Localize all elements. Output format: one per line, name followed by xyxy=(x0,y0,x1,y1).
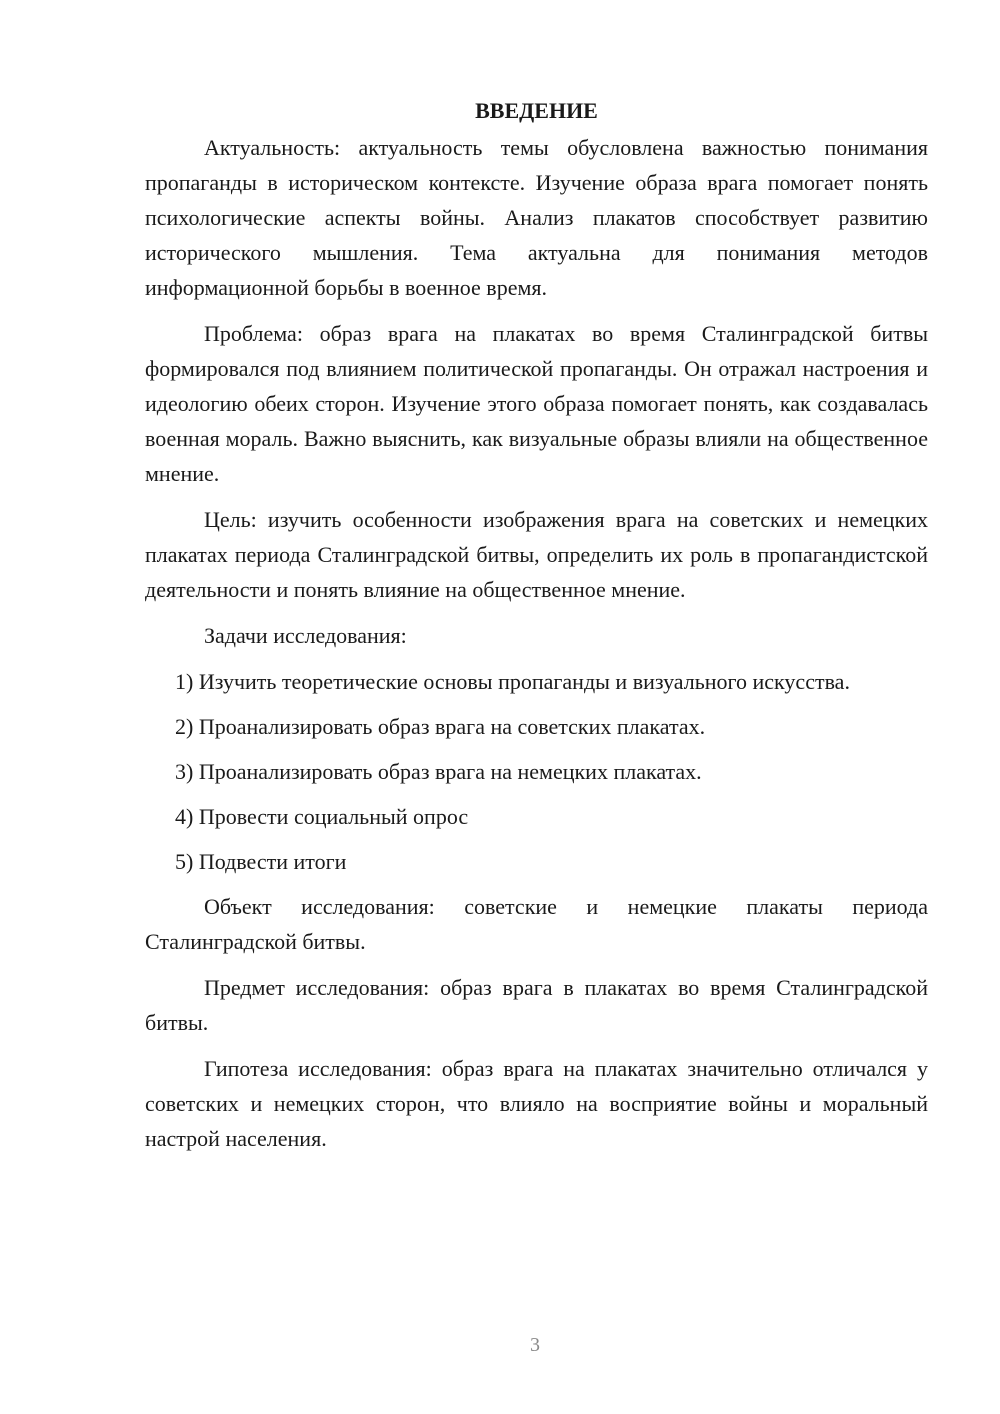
tasks-heading: Задачи исследования: xyxy=(204,623,407,648)
page-number: 3 xyxy=(530,1334,540,1356)
object-paragraph: Объект исследования: советские и немецкие плакаты периода Сталинградской битвы. xyxy=(145,894,928,954)
task-item-4: 4) Провести социальный опрос xyxy=(175,804,469,829)
goal-paragraph: Цель: изучить особенности изображения врага на советских и немецких плакатах периода Сталинградской битвы, определить их роль в пропагандистской деятельности и понять влияние на общественное мнение. xyxy=(145,507,928,602)
problem-paragraph: Проблема: образ врага на плакатах во время Сталинградской битвы формировался под влиянием политической пропаганды. Он отражал настроения и идеологию обеих сторон. Изучение этого образа помогает понять, как создавалась военная мораль. Важно выяснить, как визуальные образы влияли на общественное мнение. xyxy=(145,321,928,486)
document-page xyxy=(145,96,928,1156)
page-title: ВВЕДЕНИЕ xyxy=(475,98,598,123)
task-item-3: 3) Проанализировать образ врага на немецких плакатах. xyxy=(175,759,702,784)
relevance-paragraph: Актуальность: актуальность темы обусловлена важностью понимания пропаганды в историческом контексте. Изучение образа врага помогает понять психологические аспекты войны. Анализ плакатов способствует развитию исторического мышления. Тема актуальна для понимания методов информационной борьбы в военное время. xyxy=(145,135,928,300)
subject-paragraph: Предмет исследования: образ врага в плакатах во время Сталинградской битвы. xyxy=(145,975,928,1035)
task-item-5: 5) Подвести итоги xyxy=(175,849,347,874)
task-item-1: 1) Изучить теоретические основы пропаганды и визуального искусства. xyxy=(175,669,850,694)
hypothesis-paragraph: Гипотеза исследования: образ врага на плакатах значительно отличался у советских и немецких сторон, что влияло на восприятие войны и моральный настрой населения. xyxy=(145,1056,928,1151)
task-item-2: 2) Проанализировать образ врага на советских плакатах. xyxy=(175,714,706,739)
